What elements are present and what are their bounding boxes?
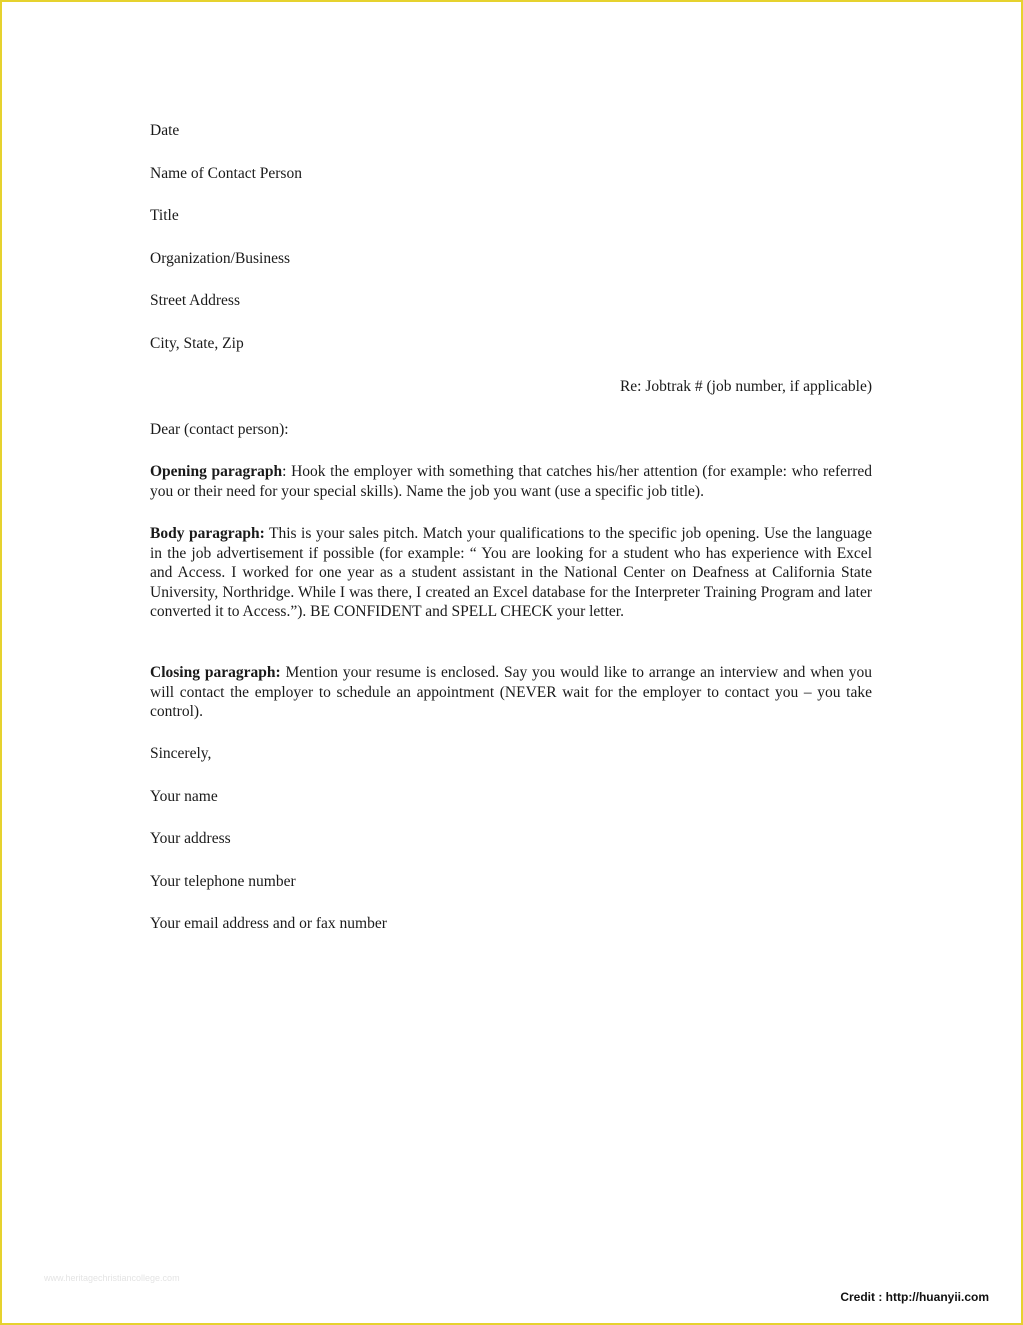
closing-paragraph <box>150 663 872 722</box>
contact-name-line: Name of Contact Person <box>150 165 302 182</box>
closing-paragraph-heading: Closing paragraph: <box>150 664 281 681</box>
street-address-line: Street Address <box>150 292 240 309</box>
your-phone-line: Your telephone number <box>150 873 296 890</box>
body-paragraph-heading: Body paragraph: <box>150 525 265 542</box>
opening-paragraph <box>150 462 872 501</box>
body-paragraph-text: This is your sales pitch. Match your qualifications to the specific job opening. Use the language in the job advertisement if possible (for example: “ You are looking for a student who has experience with Excel and Access. I worked for one year as a student assistant in the National Center on Deafness at California State University, Northridge. While I was there, I created an Excel database for the Interpreter Training Program and later converted it to Access.”). BE CONFIDENT and SPELL CHECK your letter. <box>150 525 872 620</box>
your-name-line: Your name <box>150 788 218 805</box>
organization-line: Organization/Business <box>150 250 291 267</box>
closing-paragraph-text: Mention your resume is enclosed. Say you would like to arrange an interview and when you will contact the employer to schedule an appointment (NEVER wait for the employer to contact you – you take control). <box>150 664 872 720</box>
salutation: Dear (contact person): <box>150 421 289 438</box>
watermark-text: www.heritagechristiancollege.com <box>44 1273 180 1283</box>
date-line: Date <box>150 122 180 139</box>
city-state-zip-line: City, State, Zip <box>150 335 244 352</box>
your-email-line: Your email address and or fax number <box>150 915 387 932</box>
opening-paragraph-heading: Opening paragraph <box>150 463 283 480</box>
opening-paragraph-text: : Hook the employer with something that catches his/her attention (for example: who referred you or their need for your special skills). Name the job you want (use a specific job title). <box>150 463 872 500</box>
credit-text: Credit : http://huanyii.com <box>840 1290 989 1304</box>
title-line: Title <box>150 207 179 224</box>
your-address-line: Your address <box>150 830 231 847</box>
reference-line: Re: Jobtrak # (job number, if applicable) <box>619 378 872 395</box>
body-paragraph <box>150 524 872 622</box>
sign-off: Sincerely, <box>150 745 212 762</box>
